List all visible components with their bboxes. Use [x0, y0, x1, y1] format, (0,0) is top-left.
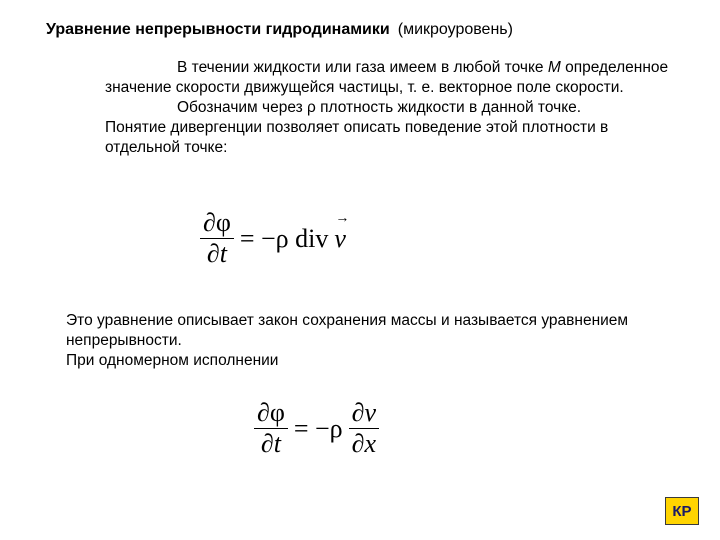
intro-paragraph-2: Обозначим через ρ плотность жидкости в данной точке. — [177, 99, 582, 116]
intro-p1-text: В течении жидкости или газа имеем в любой точке — [177, 59, 544, 76]
eq1-velocity-vector: → v — [334, 224, 346, 254]
explanation-text — [66, 311, 666, 371]
intro-p1-rest: определенное значение скорости движущейся частицы, т. е. векторное поле скорости. — [105, 59, 669, 96]
eq2-middle: = −ρ — [293, 413, 343, 443]
eq1-denominator: ∂t — [206, 239, 227, 268]
eq1-fraction — [200, 208, 234, 269]
intro-p1-point: M — [547, 59, 561, 76]
explanation-paragraph-1: Это уравнение описывает закон сохранения массы и называется уравнением непрерывности. — [66, 312, 629, 349]
intro-text — [105, 58, 685, 158]
continuity-equation — [200, 208, 346, 269]
eq2-rhs-denominator: ∂x — [351, 429, 377, 458]
eq1-numerator: ∂φ — [200, 208, 234, 239]
eq2-lhs-fraction — [254, 398, 288, 459]
slide-title — [46, 21, 513, 39]
slide-title-main: Уравнение непрерывности гидродинамики — [46, 21, 390, 38]
eq1-rhs: = −ρ div — [239, 223, 329, 253]
explanation-paragraph-2: При одномерном исполнении — [66, 352, 279, 369]
eq2-lhs-numerator: ∂φ — [254, 398, 288, 429]
eq2-rhs-numerator: ∂v — [349, 398, 379, 429]
eq2-lhs-denominator: ∂t — [260, 429, 281, 458]
intro-paragraph-3: Понятие дивергенции позволяет описать поведение этой плотности в отдельной точке: — [105, 119, 609, 156]
slide-title-sub: (микроуровень) — [397, 21, 513, 38]
eq2-rhs-fraction — [349, 398, 379, 459]
one-dimensional-equation — [254, 398, 379, 459]
intro-paragraph-1 — [105, 58, 685, 98]
kr-badge[interactable]: КР — [665, 497, 699, 525]
